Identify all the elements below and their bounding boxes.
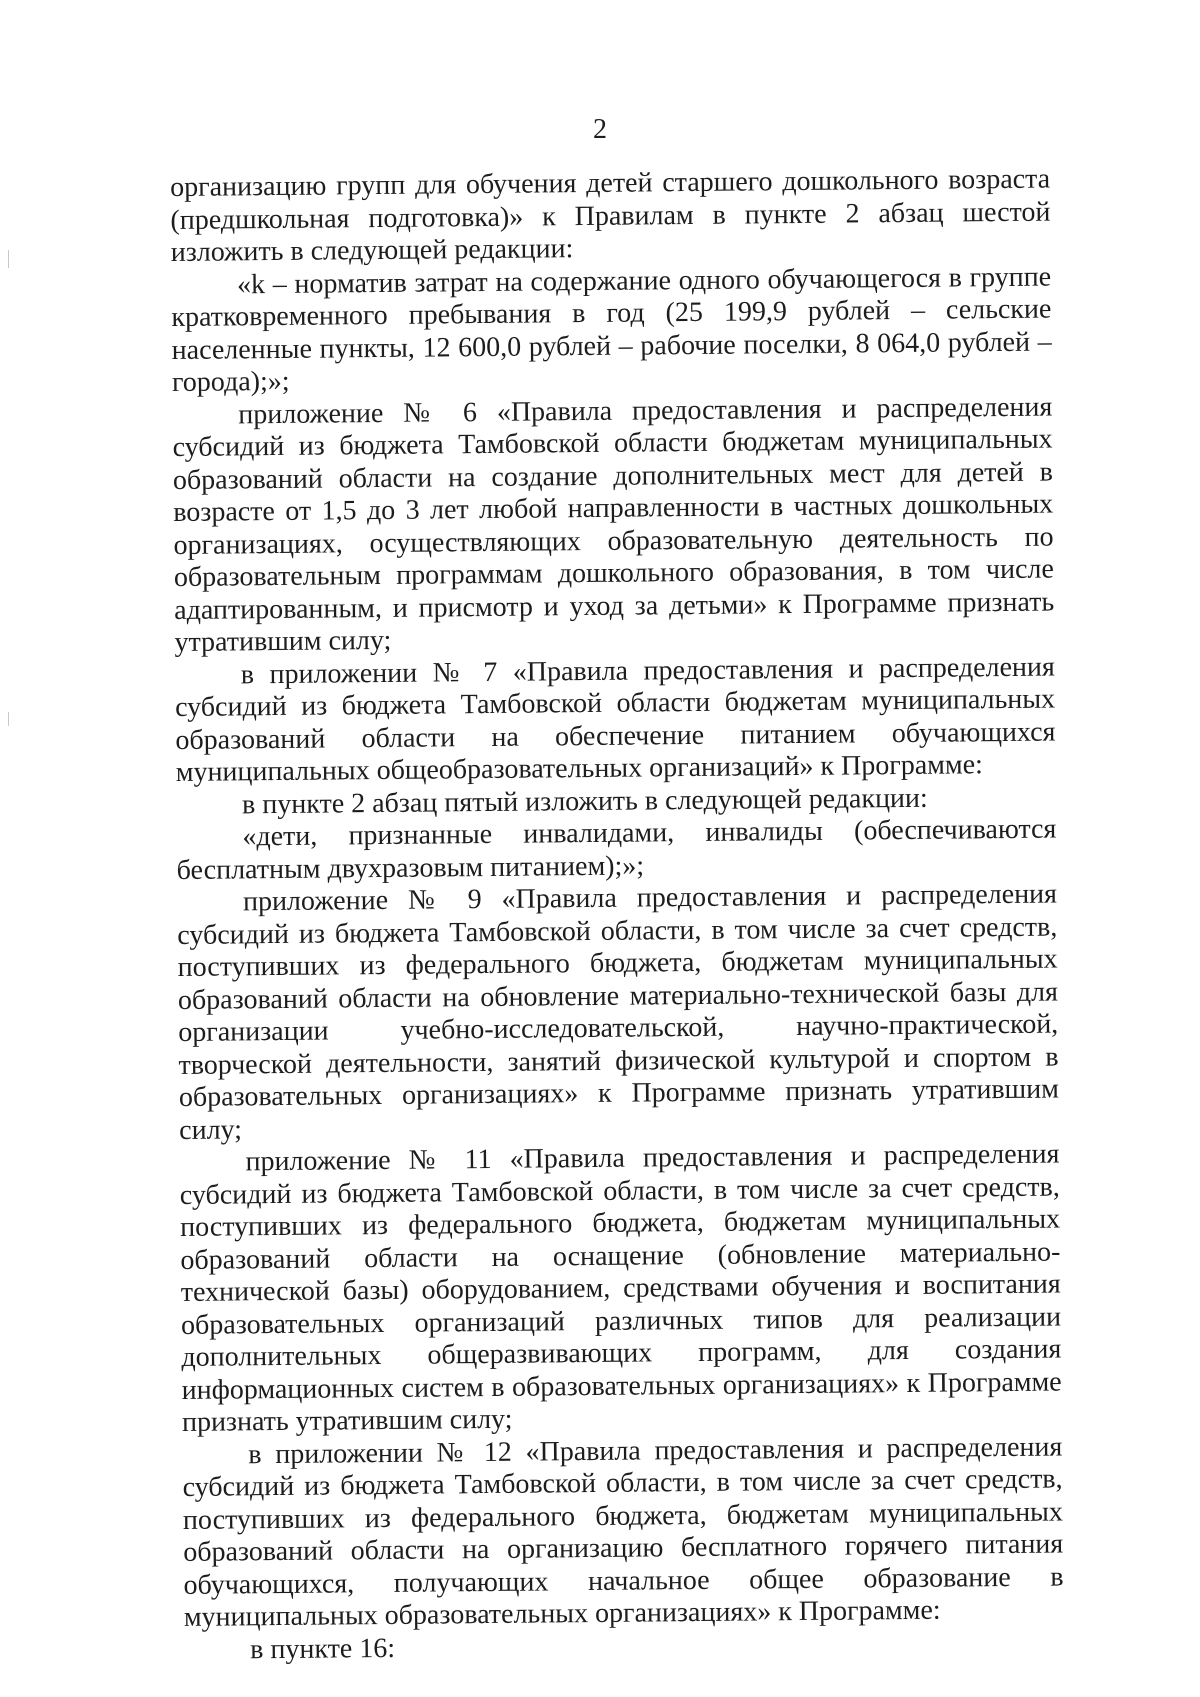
scan-edge-mark (8, 250, 9, 268)
paragraph-appendix-7: в приложении № 7 «Правила предоставления и распределения субсидий из бюджета Тамбовской области бюджетам муниципальных образований области на обеспечение питанием обучающихся муниципальных общеобразовательных организаций» к Программе: (174, 651, 1056, 788)
paragraph-appendix-9: приложение № 9 «Правила предоставления и распределения субсидий из бюджета Тамбовской области, в том числе за счет средств, поступивших из федерального бюджета, бюджетам муниципальных образований области на обновление материально-технической базы для организации учебно-исследовательской, научно-практической, творческой деятельности, занятий физической культурой и спортом в образовательных организациях» к Программе признать утратившим силу; (177, 878, 1059, 1146)
paragraph-norm-formula: «k – норматив затрат на содержание одного обучающегося в группе кратковременного пребывания в год (25 199,9 рублей – сельские населенные пункты, 12 600,0 рублей – рабочие поселки, 8 064,0 рублей – города);»; (171, 261, 1052, 398)
paragraph-point-2: в пункте 2 абзац пятый изложить в следующей редакции: (241, 782, 928, 820)
paragraph-appendix-11: приложение № 11 «Правила предоставления и распределения субсидий из бюджета Тамбовской области, в том числе за счет средств, поступивших из федерального бюджета, бюджетам муниципальных образований области на оснащение (обновление материально-технической базы) оборудованием, средствами обучения и воспитания образовательных организаций различных типов для реализации дополнительных общеразвивающих программ, для создания информационных систем в образовательных организациях» к Программе признать утратившим силу; (179, 1138, 1062, 1438)
paragraph-appendix-6: приложение № 6 «Правила предоставления и распределения субсидий из бюджета Тамбовской области бюджетам муниципальных образований области на создание дополнительных мест для детей в возрасте от 1,5 до 3 лет любой направленности в частных дошкольных организациях, осуществляющих образовательную деятельность по образовательным программам дошкольного образования, в том числе адаптированным, и присмотр и уход за детьми» к Программе признать утратившим силу; (172, 391, 1055, 658)
paragraph-disabled-children: «дети, признанные инвалидами, инвалиды (обеспечиваются бесплатным двухразовым питанием);»; (176, 813, 1057, 886)
paragraph-continuation: организацию групп для обучения детей старшего дошкольного возраста (предшкольная подготовка)» к Правилам в пункте 2 абзац шестой изложить в следующей редакции: (170, 163, 1051, 268)
scan-edge-mark (8, 712, 9, 726)
document-body (170, 164, 1064, 1667)
paragraph-point-16: в пункте 16: (250, 1632, 396, 1665)
page-number: 2 (593, 114, 607, 145)
paragraph-appendix-12: в приложении № 12 «Правила предоставления и распределения субсидий из бюджета Тамбовской области, в том числе за счет средств, поступивших из федерального бюджета, бюджетам муниципальных образований области на организацию бесплатного горячего питания обучающихся, получающих начальное общее образование в муниципальных образовательных организациях» к Программе: (182, 1430, 1064, 1633)
